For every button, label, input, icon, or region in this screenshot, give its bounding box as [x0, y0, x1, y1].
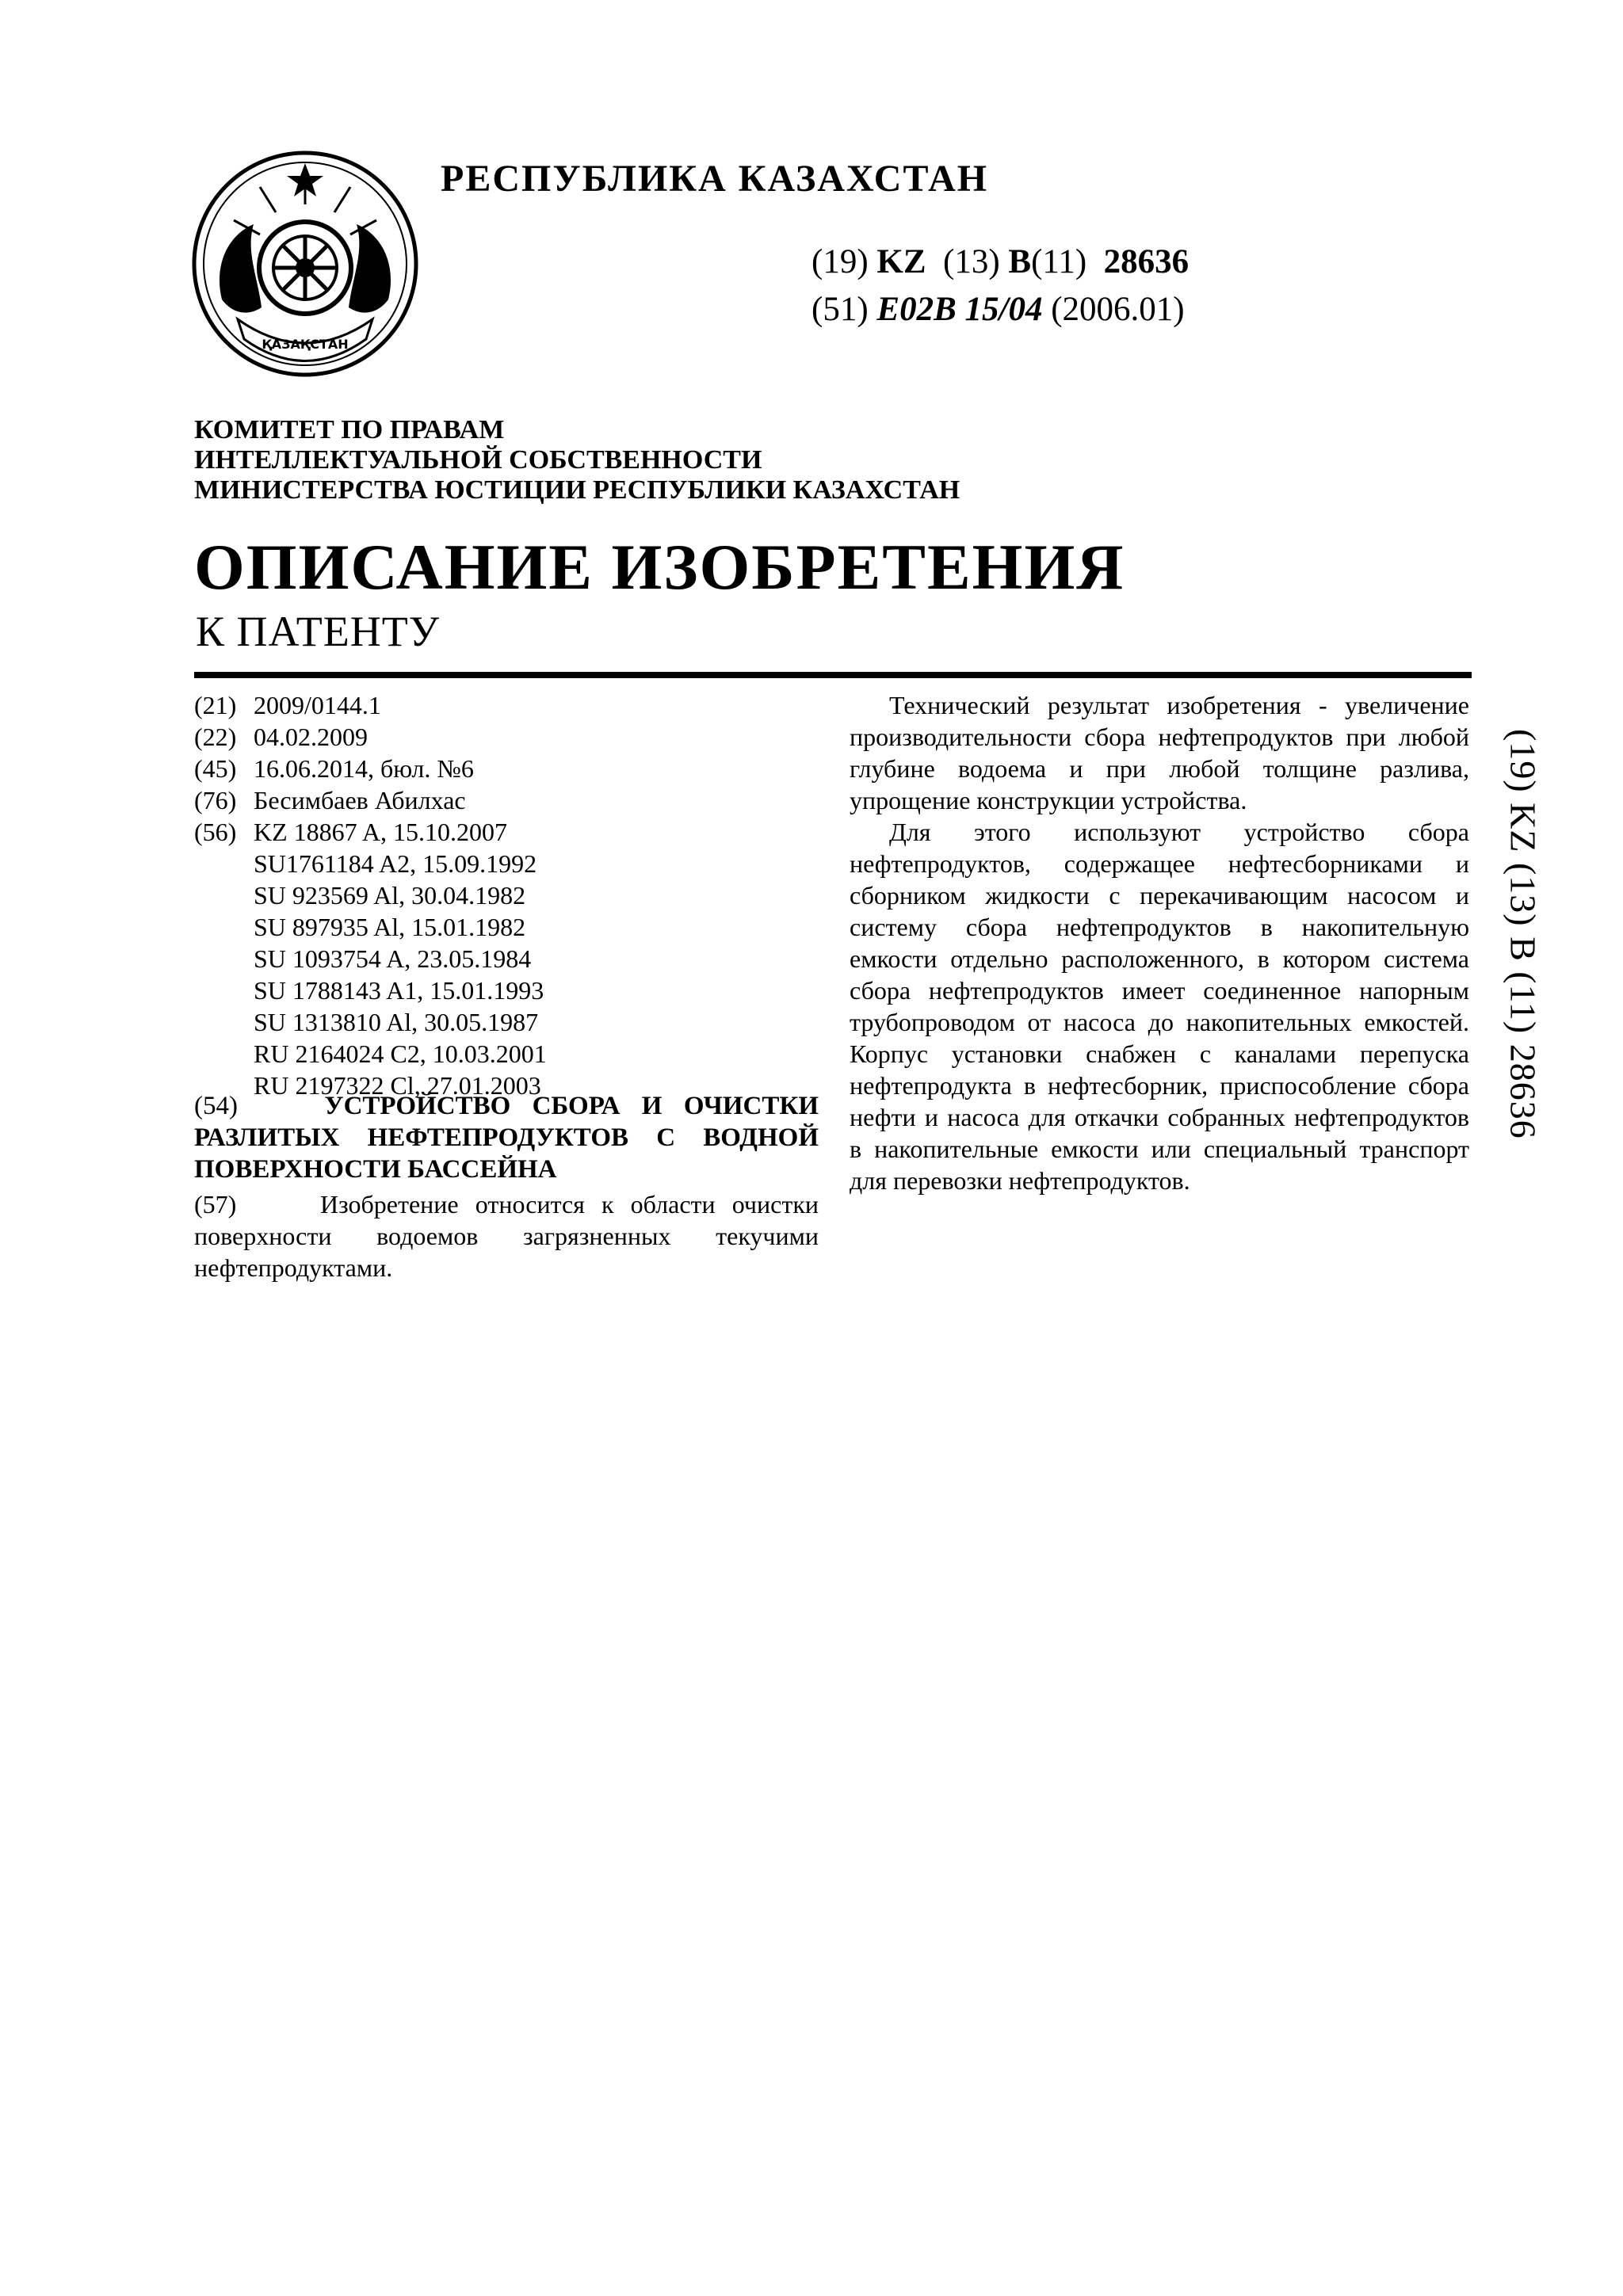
document-title: ОПИСАНИЕ ИЗОБРЕТЕНИЯ — [194, 531, 1125, 603]
citation: RU 2164024 C2, 10.03.2001 — [254, 1039, 547, 1068]
side-patent-code-text: (19) KZ (13) B (11) 28636 — [1503, 729, 1544, 1139]
invention-title-text: УСТРОЙСТВО СБОРА И ОЧИСТКИ РАЗЛИТЫХ НЕФТЕПРОДУКТОВ С ВОДНОЙ — [194, 1092, 819, 1152]
code-19-label: (19) — [812, 243, 869, 280]
field-22 — [194, 721, 368, 753]
publication-date: 16.06.2014, бюл. №6 — [254, 754, 474, 783]
citation: KZ 18867 A, 15.10.2007 — [254, 818, 507, 846]
invention-title-end: ПОВЕРХНОСТИ БАССЕЙНА — [194, 1155, 557, 1184]
ipc-version: (2006.01) — [1051, 291, 1185, 328]
committee-line-1: КОМИТЕТ ПО ПРАВАМ — [194, 415, 505, 444]
field-45 — [194, 753, 474, 784]
committee-line-3: МИНИСТЕРСТВА ЮСТИЦИИ РЕСПУБЛИКИ КАЗАХСТАН — [194, 475, 960, 505]
field-56 — [194, 816, 507, 848]
field-code: (22) — [194, 723, 237, 751]
application-number: 2009/0144.1 — [254, 691, 381, 719]
citation: SU 1313810 Al, 30.05.1987 — [254, 1008, 539, 1036]
citation: SU 897935 Al, 15.01.1982 — [254, 913, 526, 941]
abstract-body — [850, 689, 1469, 1196]
document-subtitle: К ПАТЕНТУ — [196, 608, 440, 655]
field-76 — [194, 784, 466, 816]
field-code: (76) — [194, 786, 237, 814]
code-19-value: KZ — [876, 243, 926, 280]
code-13-label: (13) — [943, 243, 1000, 280]
inventor-name: Бесимбаев Абилхас — [254, 786, 466, 814]
citation: RU 2197322 Cl, 27.01.2003 — [254, 1071, 541, 1100]
abstract-intro — [194, 1188, 819, 1283]
field-code: (21) — [194, 691, 237, 719]
emblem-ribbon-text: ҚАЗАҚСТАН — [262, 337, 349, 352]
citation: SU 1788143 A1, 15.01.1993 — [254, 976, 544, 1005]
patent-number: 28636 — [1103, 243, 1190, 280]
field-code: (56) — [194, 818, 237, 846]
abstract-paragraph: Технический результат изобретения - увеличение производительности сбора нефтепродуктов при любой глубине водоема и при любой толщине разлива, упрощение конструкции устройства. — [850, 691, 1469, 814]
patent-code-line — [812, 242, 1189, 281]
code-11-label: (11) — [1031, 243, 1087, 280]
field-21 — [194, 689, 381, 721]
code-51-label: (51) — [812, 291, 869, 328]
header-divider — [194, 672, 1472, 678]
state-emblem — [190, 149, 420, 379]
abstract-intro-text: Изобретение относится к области очистки поверхности водоемов загрязненных текучими нефтепродуктами. — [194, 1190, 819, 1282]
committee-line-2: ИНТЕЛЛЕКТУАЛЬНОЙ СОБСТВЕННОСТИ — [194, 445, 762, 475]
filing-date: 04.02.2009 — [254, 723, 368, 751]
citation: SU 1093754 A, 23.05.1984 — [254, 944, 532, 973]
citation: SU 923569 Al, 30.04.1982 — [254, 881, 526, 910]
side-patent-code — [1499, 729, 1547, 1442]
classification-line — [812, 290, 1185, 329]
abstract-paragraph: Для этого используют устройство сбора нефтепродуктов, содержащее нефтесборниками и сборником жидкости с перекачивающим насосом и систему сбора нефтепродуктов в накопительную емкости отдельно расположенного, в котором система сбора нефтепродуктов имеет соединенное напорным трубопроводом от насоса до накопительных емкостей. Корпус установки снабжен с каналами перепуска нефтепродукта в нефтесборник, приспособление сбора нефти и насоса для откачки собранных нефтепродуктов в накопительные емкости или специальный транспорт для перевозки нефтепродуктов. — [850, 818, 1469, 1195]
country-name: РЕСПУБЛИКА КАЗАХСТАН — [441, 158, 989, 200]
citation: SU1761184 A2, 15.09.1992 — [254, 849, 537, 878]
code-13-value: B — [1008, 243, 1032, 280]
ipc-class: E02B 15/04 — [876, 291, 1043, 328]
field-code: (45) — [194, 754, 237, 783]
invention-title — [194, 1090, 819, 1154]
field-code: (54) — [194, 1092, 238, 1120]
field-code: (57) — [194, 1190, 237, 1219]
